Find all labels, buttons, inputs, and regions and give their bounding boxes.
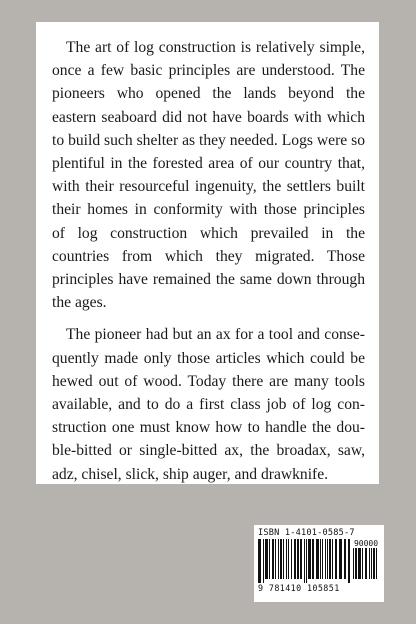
barcode-bar [344,539,346,579]
addon-digits: 90000 [353,539,379,548]
barcode-bar [308,539,311,579]
barcode-bar [325,539,326,579]
barcode-bar [306,539,307,583]
barcode-bar [300,539,302,579]
barcode-bar [353,548,354,579]
barcode-bar [329,539,331,579]
paragraph-log-construction: The art of log construction is relatively simple, once a few basic principles are understood. The pioneers who opened the lands beyond the eastern seaboard did not have boards with which to build such shelter as they needed. Logs were so plentiful in the forested area of our country that, with their resourceful ingenuity, the settlers built their homes in conformity with those principles of log construction which prevailed in the countries from which they migrated. Those principles have remained the same down through the ages. [52,39,365,312]
barcode-bar [322,539,323,579]
barcode-bar [371,548,372,579]
barcode-bar [269,539,270,579]
barcode-bar [335,539,337,579]
barcode-bar [355,548,357,579]
barcode-bar [369,548,370,579]
price-addon [353,539,379,583]
barcode-bar [339,539,342,579]
barcode-bar [272,539,274,579]
barcode-bar [291,539,292,579]
barcode-bar [365,548,367,579]
barcode-bar [348,539,350,583]
barcode-bar [362,548,363,579]
barcode-bar [258,539,261,583]
barcode-bar [332,539,333,579]
description-panel [36,22,379,484]
barcode-bar [376,548,377,579]
barcode-bar [288,539,289,579]
isbn-number: ISBN 1-4101-0585-7 [258,528,355,538]
ean-barcode-icon [258,539,350,583]
barcode-bar [265,539,268,579]
barcode-bar [286,539,287,579]
barcode-bar [358,548,361,579]
barcode-bar [373,548,375,579]
addon-barcode-icon [353,548,379,583]
barcode-bar [278,539,279,579]
barcode-bar [312,539,314,579]
barcode-bar [304,539,305,583]
barcode-bar [263,539,264,583]
barcode-bar [327,539,328,579]
barcode-bar [275,539,276,579]
barcode-bar [297,539,299,579]
barcode-row [258,539,380,583]
isbn-barcode-block [254,525,384,602]
barcode-bar [294,539,296,579]
barcode-bar [320,539,321,579]
paragraph-pioneer-tools: The pioneer had but an ax for a tool and consequently made only those articles which could be hewed out of wood. Today there are many tools available, and to do a first class job of log construction one must know how to handle the double-bitted or single-bitted ax, the broadax, saw, adz, chisel, slick, ship auger, and drawknife. [52,326,365,483]
barcode-bar [283,539,284,579]
barcode-bar [316,539,319,579]
barcode-bar [280,539,282,579]
barcode-digits: 9 781410 105851 [258,583,340,593]
